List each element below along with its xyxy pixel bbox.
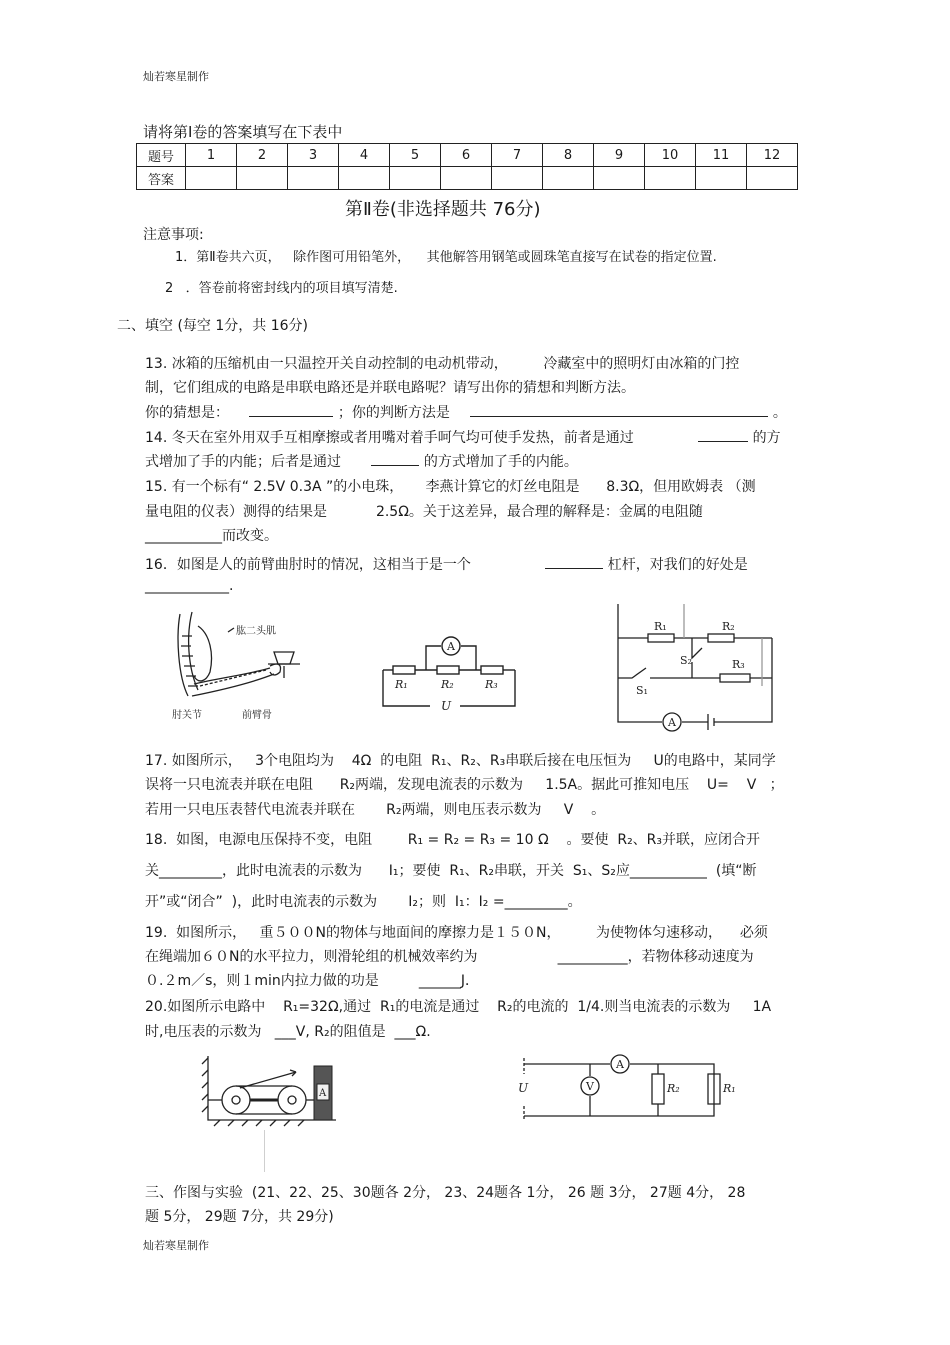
q17-ammeter-label: A: [447, 640, 455, 653]
answer-cell[interactable]: [288, 167, 339, 190]
answer-table-header-row: [137, 144, 798, 167]
q17-r2-label: R₂: [441, 678, 454, 691]
q13-method-label: ；你的判断方法是: [337, 405, 450, 421]
q19-line1: 19. 如图所示， 重５００N的物体与地面间的摩擦力是１５０N， 为使物体匀速移动， 必须: [145, 925, 768, 941]
q19-ammeter-label: A: [319, 1088, 327, 1099]
q17-voltage-label: U: [441, 699, 452, 713]
q16-text-a: 16．如图是人的前臂曲肘时的情况，这相当于是一个: [145, 557, 471, 573]
q13-method-blank[interactable]: [470, 416, 768, 417]
answer-cell[interactable]: [645, 167, 696, 190]
watermark-bottom: 灿若寒星制作: [143, 1239, 209, 1252]
q20-line1: 20.如图所示电路中 R₁=32Ω,通过 R₁的电流是通过 R₂的电流的 1/4.则当电流表的示数为 1A: [145, 999, 772, 1015]
answer-cell[interactable]: [543, 167, 594, 190]
answer-cell[interactable]: [237, 167, 288, 190]
answer-table-number: 7: [492, 144, 543, 167]
answer-table-row1-label: 题号: [137, 144, 186, 167]
q16-text-b: 杠杆，对我们的好处是: [607, 557, 748, 573]
answer-cell[interactable]: [696, 167, 747, 190]
q18-circuit-figure: [612, 602, 782, 730]
q17-line2: 误将一只电流表并联在电阻 R₂两端，发现电流表的示数为 1.5A。据此可推知电压 U= V ；: [145, 777, 784, 793]
answer-cell[interactable]: [594, 167, 645, 190]
q17-r1-label: R₁: [395, 678, 408, 691]
q20-voltmeter-label: V: [586, 1080, 594, 1093]
q13-line3: [145, 402, 787, 422]
q14-line1: [145, 427, 781, 447]
answer-cell[interactable]: [492, 167, 543, 190]
q14-line2: [145, 451, 578, 471]
q14-text-b: 的方: [752, 430, 781, 446]
q13-line2: 制，它们组成的电路是串联电路还是并联电路呢？请写出你的猜想和判断方法。: [145, 380, 635, 396]
answer-table-number: 12: [747, 144, 798, 167]
arm-label-biceps: 肱二头肌: [236, 626, 276, 637]
q16-line2: ____________.: [145, 578, 234, 594]
q13-line1: 13. 冰箱的压缩机由一只温控开关自动控制的电动机带动， 冷藏室中的照明灯由冰箱的门控: [145, 356, 740, 372]
q20-r1-label: R₁: [723, 1082, 736, 1095]
q18-line1: 18. 如图，电源电压保持不变，电阻 R₁ = R₂ = R₃ = 10 Ω 。要使 R₂、R₃并联，应闭合开: [145, 832, 761, 848]
q20-circuit-figure: [518, 1052, 748, 1122]
answer-cell[interactable]: [339, 167, 390, 190]
q17-line3: 若用一只电压表替代电流表并联在 R₂两端，则电压表示数为 V 。: [145, 802, 606, 818]
q18-line3: 开”或“闭合” )，此时电流表的示数为 I₂；则 I₁：I₂ =_________。: [145, 894, 582, 910]
q17-line1: 17. 如图所示， 3个电阻均为 4Ω 的电阻 R₁、R₂、R₃串联后接在电压恒为 U的电路中，某同学: [145, 753, 776, 769]
q18-s1-label: S₁: [636, 684, 648, 697]
answer-table-row2-label: 答案: [137, 167, 186, 190]
section3-heading-line1: 三、作图与实验 (21、22、25、30题各 2分， 23、24题各 1分， 26 题 3分， 27题 4分， 28: [145, 1185, 746, 1201]
q15-line1: 15. 有一个标有“ 2.5V 0.3A ”的小电珠， 李燕计算它的灯丝电阻是 8.3Ω，但用欧姆表 （测: [145, 479, 756, 495]
answer-table-number: 10: [645, 144, 696, 167]
answer-table-number: 9: [594, 144, 645, 167]
q18-r1-label: R₁: [654, 620, 667, 633]
note-1: 1．第Ⅱ卷共六页， 除作图可用铅笔外， 其他解答用钢笔或圆珠笔直接写在试卷的指定位置.: [175, 250, 717, 265]
answer-cell[interactable]: [186, 167, 237, 190]
arm-label-elbow: 肘关节: [172, 710, 202, 721]
q20-ammeter-label: A: [616, 1058, 624, 1071]
q20-voltage-label: U: [518, 1081, 529, 1095]
part2-title: 第Ⅱ卷(非选择题共 76分): [345, 199, 541, 220]
q19-line3: ０.２m／s，则１min内拉力做的功是 ______J．: [145, 973, 479, 989]
answer-table-instruction: 请将第Ⅰ卷的答案填写在下表中: [143, 123, 343, 141]
answer-table-number: 3: [288, 144, 339, 167]
answer-table-answer-row: [137, 167, 798, 190]
answer-table-number: 4: [339, 144, 390, 167]
q13-guess-blank[interactable]: [249, 416, 333, 417]
section3-heading-line2: 题 5分， 29题 7分，共 29分): [145, 1209, 334, 1225]
q14-blank-2[interactable]: [371, 465, 419, 466]
answer-table-number: 6: [441, 144, 492, 167]
q19-pulley-figure: [200, 1054, 340, 1130]
q17-circuit-figure: [375, 630, 525, 720]
vertical-divider: [264, 1130, 265, 1172]
q15-line2: 量电阻的仪表）测得的结果是 2.5Ω。关于这差异，最合理的解释是：金属的电阻随: [145, 504, 703, 520]
q16-blank-1[interactable]: [545, 568, 603, 569]
q20-line2: 时,电压表的示数为 ___V, R₂的阻值是 ___Ω.: [145, 1024, 431, 1040]
answer-cell[interactable]: [390, 167, 441, 190]
q15-line3: ___________而改变。: [145, 528, 278, 544]
q13-guess-label: 你的猜想是：: [145, 405, 229, 421]
answer-cell[interactable]: [441, 167, 492, 190]
q17-r3-label: R₃: [485, 678, 498, 691]
section2-heading: 二、填空 (每空 1分，共 16分): [117, 318, 308, 334]
watermark-top: 灿若寒星制作: [143, 70, 209, 83]
answer-table-number: 1: [186, 144, 237, 167]
answer-table: [136, 143, 798, 190]
answer-table-number: 5: [390, 144, 441, 167]
q20-r2-label: R₂: [667, 1082, 680, 1095]
q14-text-a: 14. 冬天在室外用双手互相摩擦或者用嘴对着手呵气均可使手发热，前者是通过: [145, 430, 634, 446]
q18-r2-label: R₂: [722, 620, 735, 633]
forearm-figure: [170, 606, 310, 724]
note-2: 2 ．答卷前将密封线内的项目填写清楚.: [165, 281, 398, 296]
answer-table-number: 11: [696, 144, 747, 167]
q18-ammeter-label: A: [668, 716, 676, 729]
q19-line2: 在绳端加６０N的水平拉力，则滑轮组的机械效率约为 __________，若物体移动速度为: [145, 949, 754, 965]
arm-label-forearm: 前臂骨: [242, 710, 272, 721]
answer-table-number: 8: [543, 144, 594, 167]
q18-s2-label: S₂: [680, 654, 692, 667]
notes-heading: 注意事项:: [143, 227, 204, 243]
answer-cell[interactable]: [747, 167, 798, 190]
answer-table-number: 2: [237, 144, 288, 167]
q18-line2: 关_________，此时电流表的示数为 I₁；要使 R₁、R₂串联，开关 S₁、S₂应___________ (填“断: [145, 863, 757, 879]
q14-text-d: 的方式增加了手的内能。: [423, 454, 578, 470]
q14-blank-1[interactable]: [698, 441, 748, 442]
q13-period: 。: [772, 405, 787, 421]
q18-r3-label: R₃: [732, 658, 745, 671]
q16-line1: [145, 554, 748, 574]
q14-text-c: 式增加了手的内能；后者是通过: [145, 454, 341, 470]
